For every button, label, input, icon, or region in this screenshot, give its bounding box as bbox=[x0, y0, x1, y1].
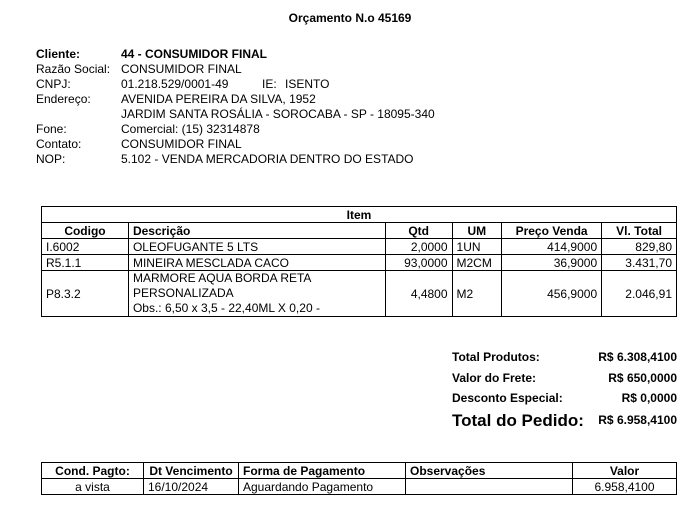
descricao-line2: PERSONALIZADA bbox=[132, 286, 234, 300]
total-pedido-label: Total do Pedido: bbox=[452, 411, 584, 430]
header-qtd: Qtd bbox=[385, 223, 452, 239]
cell-preco: 456,9000 bbox=[502, 271, 602, 317]
contato-value: CONSUMIDOR FINAL bbox=[121, 137, 242, 151]
fone-label: Fone: bbox=[36, 122, 67, 136]
total-produtos-value: R$ 6.308,4100 bbox=[598, 350, 677, 364]
items-header-row bbox=[42, 223, 677, 239]
cell-cond-pagto: a vista bbox=[42, 479, 144, 495]
total-produtos-label: Total Produtos: bbox=[452, 350, 540, 364]
cell-descricao bbox=[128, 271, 385, 317]
total-pedido-value: R$ 6.958,4100 bbox=[598, 413, 677, 427]
cell-um: M2 bbox=[452, 271, 502, 317]
ie-label: IE: bbox=[262, 77, 277, 91]
razao-social-label: Razão Social: bbox=[36, 62, 111, 76]
cell-um: M2CM bbox=[452, 255, 502, 271]
cell-dt-vencimento: 16/10/2024 bbox=[144, 479, 239, 495]
nop-label: NOP: bbox=[36, 152, 66, 166]
header-forma-pagamento: Forma de Pagamento bbox=[239, 463, 406, 479]
cell-preco: 36,9000 bbox=[502, 255, 602, 271]
cell-total: 2.046,91 bbox=[602, 271, 677, 317]
header-valor: Valor bbox=[573, 463, 677, 479]
header-codigo: Codigo bbox=[42, 223, 129, 239]
cliente-label: Cliente: bbox=[36, 47, 81, 61]
endereco-line2: JARDIM SANTA ROSÁLIA - SOROCABA - SP - 18095-340 bbox=[121, 107, 435, 121]
cell-codigo: P8.3.2 bbox=[42, 271, 129, 317]
table-row bbox=[42, 271, 677, 317]
cell-descricao: MINEIRA MESCLADA CACO bbox=[128, 255, 385, 271]
table-row bbox=[42, 239, 677, 255]
cell-forma-pagamento: Aguardando Pagamento bbox=[239, 479, 406, 495]
table-row bbox=[42, 255, 677, 271]
ie-value: ISENTO bbox=[285, 77, 330, 91]
cell-total: 829,80 bbox=[602, 239, 677, 255]
contato-label: Contato: bbox=[36, 137, 82, 151]
header-dt-vencimento: Dt Vencimento bbox=[144, 463, 239, 479]
table-row bbox=[42, 479, 677, 495]
items-group-header-row bbox=[42, 207, 677, 223]
desconto-especial-value: R$ 0,0000 bbox=[621, 391, 677, 405]
cnpj-value: 01.218.529/0001-49 bbox=[121, 77, 229, 91]
items-table bbox=[41, 206, 677, 317]
cell-observacoes bbox=[406, 479, 573, 495]
cliente-value: 44 - CONSUMIDOR FINAL bbox=[121, 47, 268, 61]
header-descricao: Descrição bbox=[128, 223, 385, 239]
nop-value: 5.102 - VENDA MERCADORIA DENTRO DO ESTADO bbox=[121, 152, 414, 166]
header-um: UM bbox=[452, 223, 502, 239]
endereco-label: Endereço: bbox=[36, 92, 91, 106]
items-group-header: Item bbox=[42, 207, 677, 223]
descricao-line1: MARMORE AQUA BORDA RETA bbox=[132, 271, 312, 285]
cell-descricao: OLEOFUGANTE 5 LTS bbox=[128, 239, 385, 255]
header-observacoes: Observações bbox=[406, 463, 573, 479]
cnpj-label: CNPJ: bbox=[36, 77, 71, 91]
payment-table bbox=[41, 462, 677, 495]
document-title: Orçamento N.o 45169 bbox=[288, 11, 412, 25]
valor-frete-label: Valor do Frete: bbox=[452, 371, 537, 385]
payment-header-row bbox=[42, 463, 677, 479]
cell-codigo: I.6002 bbox=[42, 239, 129, 255]
desconto-especial-label: Desconto Especial: bbox=[452, 391, 563, 405]
cell-codigo: R5.1.1 bbox=[42, 255, 129, 271]
cell-qtd: 2,0000 bbox=[385, 239, 452, 255]
endereco-line1: AVENIDA PEREIRA DA SILVA, 1952 bbox=[121, 92, 316, 106]
cell-um: 1UN bbox=[452, 239, 502, 255]
header-cond-pagto: Cond. Pagto: bbox=[42, 463, 144, 479]
cell-valor: 6.958,4100 bbox=[573, 479, 677, 495]
fone-value: Comercial: (15) 32314878 bbox=[121, 122, 260, 136]
cell-qtd: 93,0000 bbox=[385, 255, 452, 271]
valor-frete-value: R$ 650,0000 bbox=[608, 371, 677, 385]
header-vl-total: Vl. Total bbox=[602, 223, 677, 239]
descricao-obs: Obs.: 6,50 x 3,5 - 22,40ML X 0,20 - bbox=[132, 301, 320, 315]
header-preco-venda: Preço Venda bbox=[502, 223, 602, 239]
cell-total: 3.431,70 bbox=[602, 255, 677, 271]
razao-social-value: CONSUMIDOR FINAL bbox=[121, 62, 242, 76]
cell-qtd: 4,4800 bbox=[385, 271, 452, 317]
cell-preco: 414,9000 bbox=[502, 239, 602, 255]
